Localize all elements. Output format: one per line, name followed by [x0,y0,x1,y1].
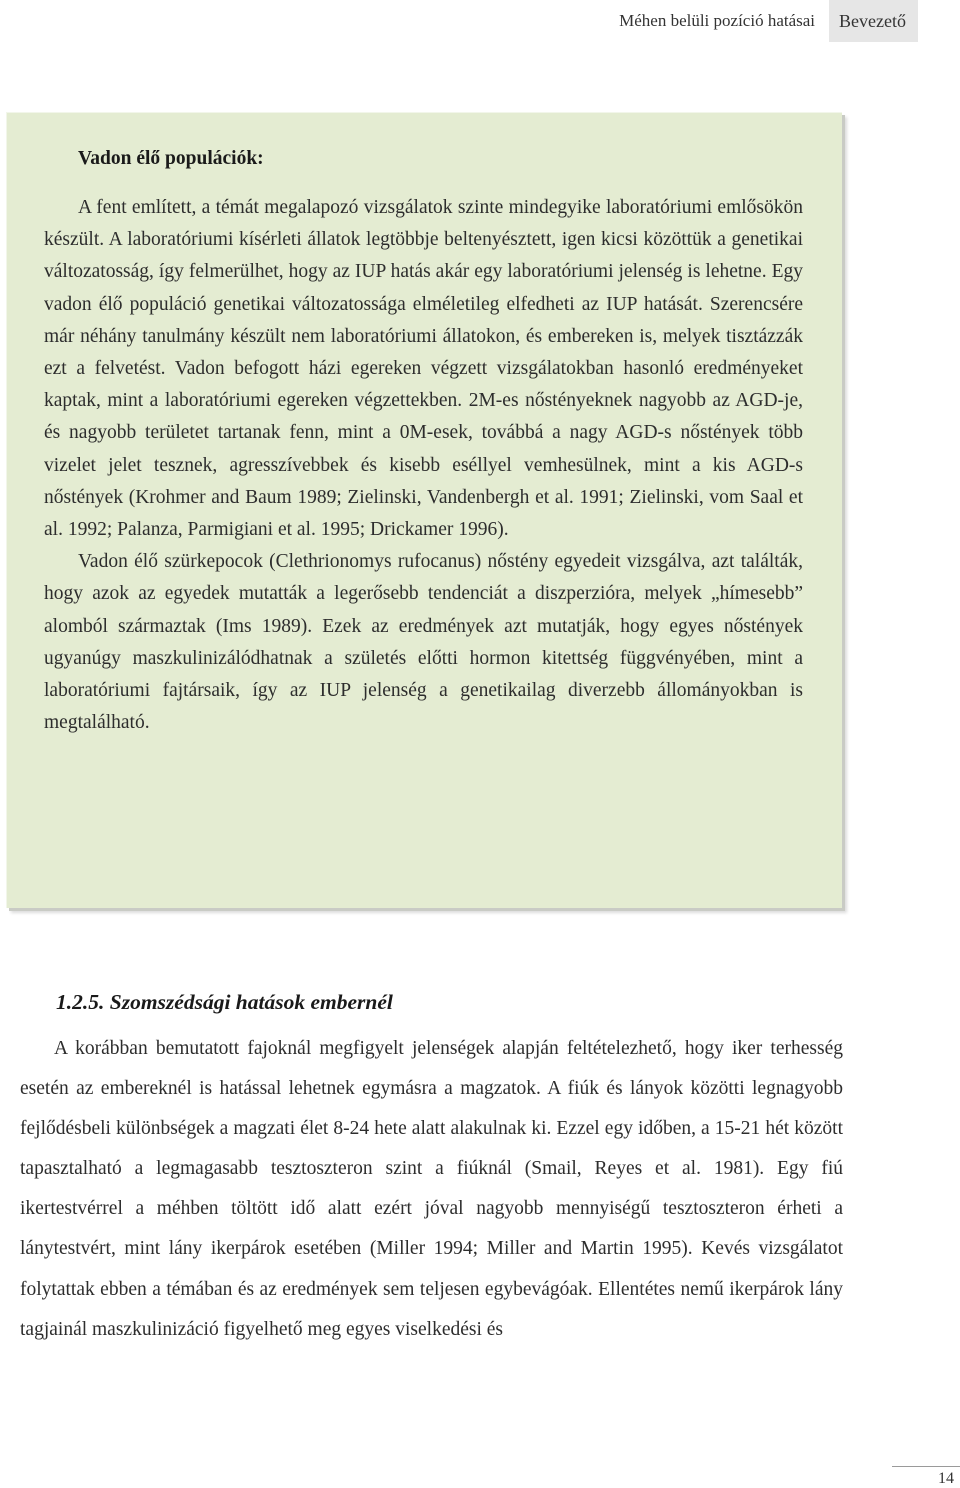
running-header [605,0,918,42]
page-number-rule [892,1466,960,1467]
section-body [20,1029,843,1350]
page-number: 14 [938,1470,954,1487]
box-paragraph: Vadon élő szürkepocok (Clethrionomys rufocanus) nőstény egyedeit vizsgálva, azt találták, hogy azok az egyedek mutatták a legerősebb tendenciát a diszperzióra, melyek „hímesebb” alomból származtak (Ims 1989). Ezek az eredmények azt mutatják, hogy egyes nőstények ugyanúgy maszkulinizálódhatnak a születés előtti hormon kitettség függvényében, mint a laboratóriumi fajtársaik, így az IUP jelenség a genetikailag diverzebb állományokban is megtalálható. [44,551,803,734]
box-title: Vadon élő populációk: [78,148,264,169]
box-paragraph: A fent említett, a témát megalapozó vizsgálatok szinte mindegyike laboratóriumi emlősökön készült. A laboratóriumi kísérleti állatok legtöbbje beltenyésztett, igen kicsi közöttük a genetikai változatosság, így felmerülhet, hogy az IUP hatás akár egy laboratóriumi jelenség is lehetne. Egy vadon élő populáció genetikai változatossága elméletileg elfedheti az IUP hatását. Szerencsére már néhány tanulmány készült nem laboratóriumi állatokon, és embereken is, melyek tisztázzák ezt a felvetést. Vadon befogott házi egereken végzett vizsgálatokban hasonló eredményeket kaptak, mint a laboratóriumi egereken végzettekben. 2M-es nőstényeknek nagyobb az AGD-je, és nagyobb területet tartanak fenn, mint a 0M-esek, továbbá a nagy AGD-s nőstények több vizelet jelet tesznek, agresszívebbek és kisebb eséllyel vemhesülnek, mint a kis AGD-s nőstények (Krohmer and Baum 1989; Zielinski, Vandenbergh et al. 1991; Zielinski, vom Saal et al. 1992; Palanza, Parmigiani et al. 1995; Drickamer 1996). [44,197,803,541]
section-heading: 1.2.5. Szomszédsági hatások embernél [56,990,393,1014]
box-body [44,192,803,739]
running-title: Méhen belüli pozíció hatásai [619,11,816,30]
section-paragraph: A korábban bemutatott fajoknál megfigyelt jelenségek alapján feltételezhető, hogy iker terhesség esetén az embereknél is hatással lehetnek egymásra a magzatok. A fiúk és lányok közötti legnagyobb fejlődésbeli különbségek a magzati élet 8-24 hete alatt alakulnak ki. Ezzel egy időben, a 15-21 hét között tapasztalható a legmagasabb tesztoszteron szint a fiúknál (Smail, Reyes et al. 1981). Egy fiú ikertestvérrel a méhben töltött idő alatt ezért jóval nagyobb mennyiségű tesztoszteron érheti a lánytestvért, mint lány ikerpárok esetében (Miller 1994; Miller and Martin 1995). Kevés vizsgálatot folytattak ebben a témában és az eredmények sem teljesen egybevágóak. Ellentétes nemű ikerpárok lány tagjainál maszkulinizáció figyelhető meg egyes viselkedési és [20,1038,843,1340]
section-tab: Bevezető [829,0,918,42]
